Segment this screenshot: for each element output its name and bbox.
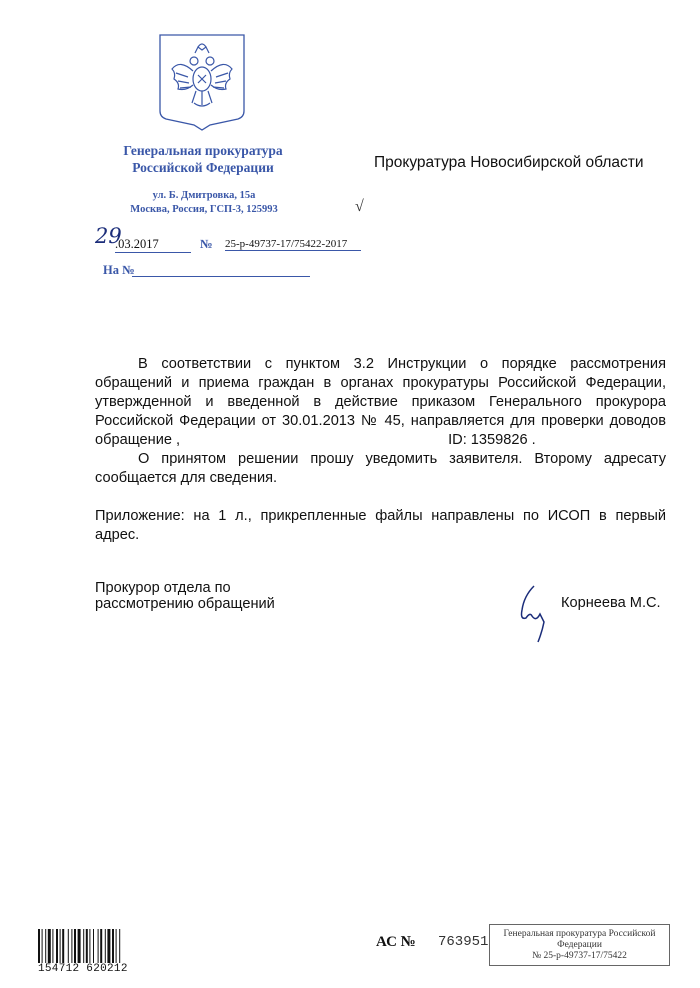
body-paragraph-1 — [95, 355, 666, 450]
handwritten-day: 29 — [95, 224, 122, 248]
number-sign: № — [200, 237, 213, 251]
barcode-bar — [86, 929, 88, 963]
body-paragraph-2: О принятом решении прошу уведомить заявителя. Второму адресату сообщается для сведения. — [95, 451, 666, 486]
barcode-bar — [78, 929, 81, 963]
barcode-bar — [105, 929, 106, 963]
barcode-bar — [100, 929, 102, 963]
barcode-bar — [71, 929, 72, 963]
barcode-bar — [38, 929, 40, 963]
barcode-bar — [48, 929, 51, 963]
ac-number: 763951 — [438, 934, 489, 950]
stamp-line1: Генеральная прокуратура Российской — [503, 929, 656, 939]
address-line2: Москва, Россия, ГСП-3, 125993 — [130, 204, 278, 215]
barcode-bar — [112, 929, 114, 963]
barcode-bar — [98, 929, 99, 963]
barcode-bar — [74, 929, 76, 963]
attachment-note: Приложение: на 1 л., прикрепленные файлы направлены по ИСОП в первый адрес. — [95, 508, 666, 543]
barcode-bar — [42, 929, 43, 963]
in-reply-line — [132, 276, 310, 277]
organization-name-line2: Российской Федерации — [132, 160, 274, 175]
barcode-bar — [107, 929, 110, 963]
ac-label: АС № — [376, 934, 416, 950]
barcode-bar — [89, 929, 90, 963]
body-paragraph-1-text: В соответствии с пунктом 3.2 Инструкции о порядке рассмотрения обращений и приема граждан в органах прокуратуры Российской Федерации, утвержденной и введенной в действие приказом Генерального прокурора Российской Федерации от 30.01.2013 № 45, направляется для проверки доводов обращение , — [95, 356, 666, 448]
organization-address — [118, 189, 290, 217]
barcode-bar — [83, 929, 84, 963]
in-reply-label: На № — [103, 263, 135, 277]
appeal-id: ID: 1359826 . — [448, 432, 536, 448]
barcode-bar — [116, 929, 117, 963]
barcode-bar — [93, 929, 94, 963]
organization-name — [104, 142, 302, 176]
check-mark: √ — [355, 198, 364, 215]
barcode-bar — [60, 929, 61, 963]
registration-stamp — [489, 924, 670, 966]
coat-of-arms-emblem — [158, 33, 246, 131]
stamp-line2: Федерации — [557, 940, 602, 950]
barcode-bar — [68, 929, 69, 963]
barcode-bar — [56, 929, 58, 963]
barcode-bar — [52, 929, 53, 963]
stamp-line3: № 25-р-49737-17/75422 — [532, 951, 627, 961]
address-line1: ул. Б. Дмитровка, 15а — [152, 190, 256, 201]
handwritten-signature — [512, 582, 552, 644]
outgoing-date: .03.2017 — [115, 237, 191, 253]
organization-name-line1: Генеральная прокуратура — [123, 143, 283, 158]
outgoing-number: 25-р-49737-17/75422-2017 — [225, 238, 361, 251]
signatory-name: Корнеева М.С. — [561, 595, 661, 611]
barcode-bar — [119, 929, 120, 963]
recipient: Прокуратура Новосибирской области — [374, 154, 644, 171]
signatory-title-line1: Прокурор отдела по — [95, 580, 231, 596]
signatory-title-line2: рассмотрению обращений — [95, 596, 275, 612]
barcode-number: 154712 620212 — [38, 963, 128, 975]
barcode — [38, 929, 162, 963]
barcode-bar — [62, 929, 64, 963]
barcode-bar — [45, 929, 46, 963]
signatory-title — [95, 580, 275, 612]
